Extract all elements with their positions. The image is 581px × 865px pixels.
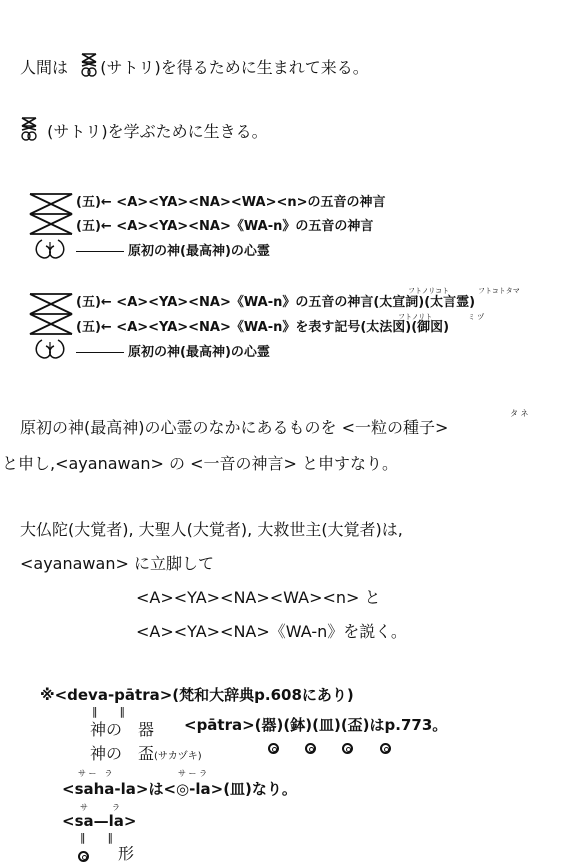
note-sakazuki (138, 746, 202, 762)
para3-line3: <A><YA><NA><WA><n> と (136, 588, 381, 607)
diagram1-row3-text: 原初の神(最高神)の心霊 (128, 244, 270, 259)
circle-marks (268, 740, 391, 756)
line-ningen-suffix: (サトリ)を得るために生まれて来る。 (100, 58, 369, 77)
para3-line4: <A><YA><NA>《WA-n》を説く。 (136, 622, 407, 641)
ruby-mizu: ミ ヅ (468, 313, 485, 321)
double-circle-icon (380, 743, 391, 754)
diagram1-row1: (五)← <A><YA><NA><WA><n>の五音の神言 (76, 195, 386, 210)
double-circle-icon (268, 743, 279, 754)
diagram2-row2: (五)← <A><YA><NA>《WA-n》を表す記号(太法図)(御図) (76, 320, 450, 335)
note-sakazuki-ruby: (サカヅキ) (154, 751, 202, 762)
note-eq-marks: ‖ ‖ (92, 705, 125, 718)
diagram2-row1: (五)← <A><YA><NA>《WA-n》の五音の神言(太宣詞)(太言霊) (76, 295, 476, 310)
arrow-line (76, 251, 124, 252)
double-circle-icon (342, 743, 353, 754)
diagram2-row3 (76, 346, 270, 359)
double-circle-icon (78, 851, 89, 862)
diagram2-symbol (28, 292, 74, 364)
note-saha-line: <saha-la>は<◎-la>(皿)なり。 (62, 780, 297, 798)
note-sala-eq: ‖ ‖ (80, 831, 113, 844)
satori-icon (20, 116, 38, 142)
ruby-futonorikoto: フトノリコト (408, 287, 450, 295)
satori-icon (80, 52, 98, 78)
note-line1: ※<deva-pātra>(梵和大辞典p.608にあり) (40, 686, 354, 704)
note-kami-no: 神の (90, 720, 123, 739)
diagram2-row3-text: 原初の神(最高神)の心霊 (128, 345, 270, 360)
arrow-line (76, 352, 124, 353)
ruby-futokotodama: フトコトタマ (478, 287, 520, 295)
para2-line2: と申し,<ayanawan> の <一音の神言> と申すなり。 (2, 454, 399, 473)
diagram1-row3 (76, 245, 270, 258)
ruby-tane: タ ネ (510, 409, 529, 418)
note-patra: <pātra>(器)(鉢)(皿)(盃)はp.773。 (184, 716, 448, 734)
ruby-saha: サ ー ラ (78, 769, 113, 778)
diagram1-symbol (28, 192, 74, 264)
ruby-sala: サ ラ (80, 803, 120, 812)
ruby-saha2: サ ー ラ (178, 769, 208, 778)
para3-line2: <ayanawan> に立脚して (20, 554, 214, 573)
double-circle-icon (305, 743, 316, 754)
note-kami-no2: 神の (90, 744, 123, 763)
para2-line1: 原初の神(最高神)の心霊のなかにあるものを <一粒の種子> (20, 418, 449, 437)
sala-circle (78, 848, 89, 864)
line-manabu-suffix: (サトリ)を学ぶために生きる。 (47, 122, 268, 141)
diagram1-row2: (五)← <A><YA><NA>《WA-n》の五音の神言 (76, 219, 374, 234)
note-sakazuki-char: 盃 (138, 744, 155, 763)
line-ningen-prefix: 人間は (20, 58, 69, 77)
note-sala-line: <sa—la> (62, 812, 137, 830)
para3-line1: 大仏陀(大覚者), 大聖人(大覚者), 大救世主(大覚者)は, (20, 520, 403, 539)
note-utsuwa: 器 (138, 720, 155, 739)
line-ningen (20, 60, 369, 76)
note-katachi: 形 (118, 844, 135, 863)
ruby-futonorito: フトノリト (398, 313, 433, 321)
line-manabu (20, 124, 268, 140)
